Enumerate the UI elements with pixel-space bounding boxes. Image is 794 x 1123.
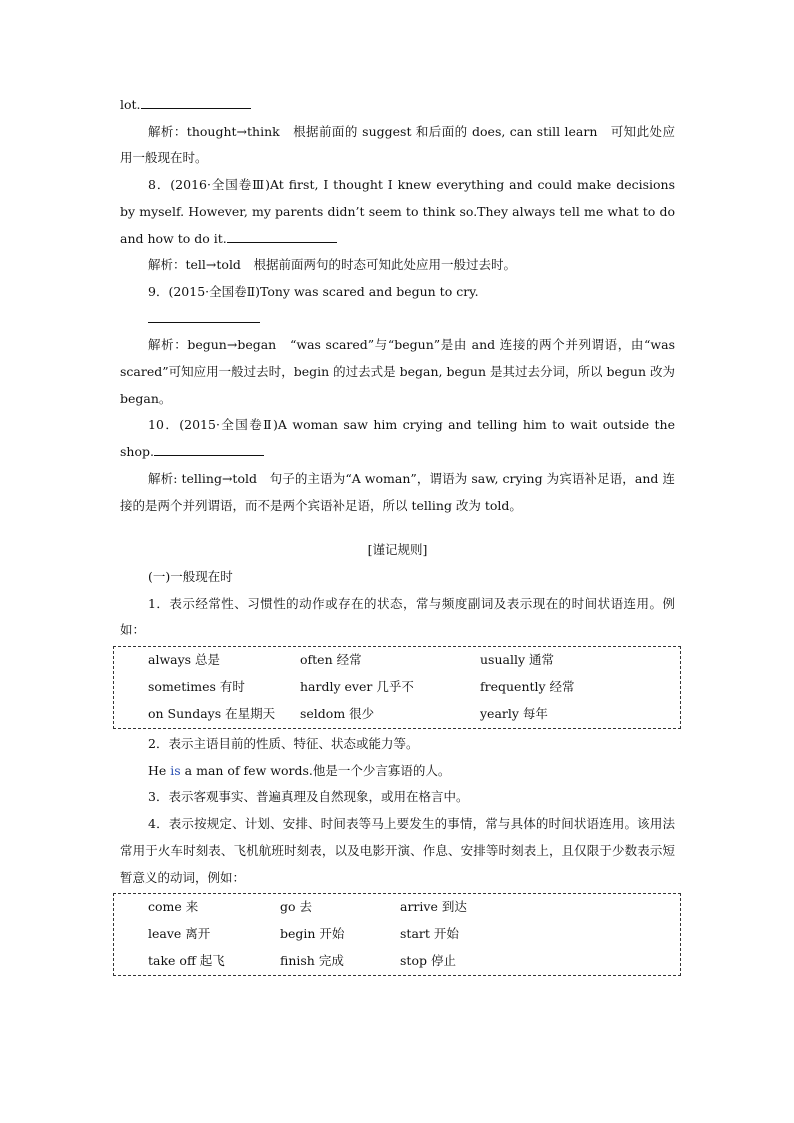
answer-blank[interactable] <box>148 308 260 323</box>
box-row: on Sundays 在星期天 seldom 很少 yearly 每年 <box>148 706 548 722</box>
rule-4: 4．表示按规定、计划、安排、时间表等马上要发生的事情，常与具体的时间状语连用。该用法常用于火车时刻表、飞机航班时刻表，以及电影开演、作息、安排等时刻表上，且仅限于少数表示短暂意义的动词，例如： <box>120 816 675 885</box>
verb-box <box>113 893 681 976</box>
answer-blank[interactable] <box>227 228 337 243</box>
box-row: always 总是 often 经常 usually 通常 <box>148 652 554 668</box>
box-row: come 来 go 去 arrive 到达 <box>148 899 467 915</box>
subsection-title: (一)一般现在时 <box>148 568 233 584</box>
rule-2: 2．表示主语目前的性质、特征、状态或能力等。 <box>148 736 419 752</box>
document-body <box>120 92 675 978</box>
rule-1: 1．表示经常性、习惯性的动作或存在的状态，常与频度副词及表示现在的时间状语连用。例如： <box>120 595 675 638</box>
question-8: 8．(2016·全国卷Ⅲ)At first, I thought I knew everything and could make decisions by myself. However, my parents didn’t seem to think so.They always tell me what to do and how to do it. <box>120 177 675 246</box>
box-row: sometimes 有时 hardly ever 几乎不 frequently 经常 <box>148 679 575 695</box>
highlighted-word: is <box>170 762 181 778</box>
text-line <box>120 306 675 333</box>
question-9: 9．(2015·全国卷Ⅱ)Tony was scared and begun to cry. <box>148 283 479 299</box>
section-title: [谨记规则] <box>367 542 428 558</box>
answer-blank[interactable] <box>154 441 264 456</box>
rule-3: 3．表示客观事实、普遍真理及自然现象，或用在格言中。 <box>148 789 469 805</box>
example-2: He is a man of few words.他是一个少言寡语的人。 <box>148 762 451 778</box>
question-10: 10．(2015·全国卷Ⅱ)A woman saw him crying and telling him to wait outside the shop. <box>120 417 675 460</box>
box-row: take off 起飞 finish 完成 stop 停止 <box>148 953 456 969</box>
answer-8: 解析：tell→told 根据前面两句的时态可知此处应用一般过去时。 <box>148 257 516 273</box>
adverb-box <box>113 646 681 729</box>
answer-10: 解析: telling→told 句子的主语为“A woman”，谓语为 saw, crying 为宾语补足语，and 连接的是两个并列谓语，而不是两个宾语补足语，所以 telling 改为 told。 <box>120 470 675 513</box>
answer-9: 解析：begun→began “was scared”与“begun”是由 and 连接的两个并列谓语，由“was scared”可知应用一般过去时，begin 的过去式是 began, begun 是其过去分词，所以 begun 改为 began。 <box>120 337 675 406</box>
answer-blank[interactable] <box>141 94 251 109</box>
answer-7: 解析：thought→think 根据前面的 suggest 和后面的 does, can still learn 可知此处应用一般现在时。 <box>120 123 675 166</box>
box-row: leave 离开 begin 开始 start 开始 <box>148 926 459 942</box>
text-line: lot. <box>120 92 675 119</box>
